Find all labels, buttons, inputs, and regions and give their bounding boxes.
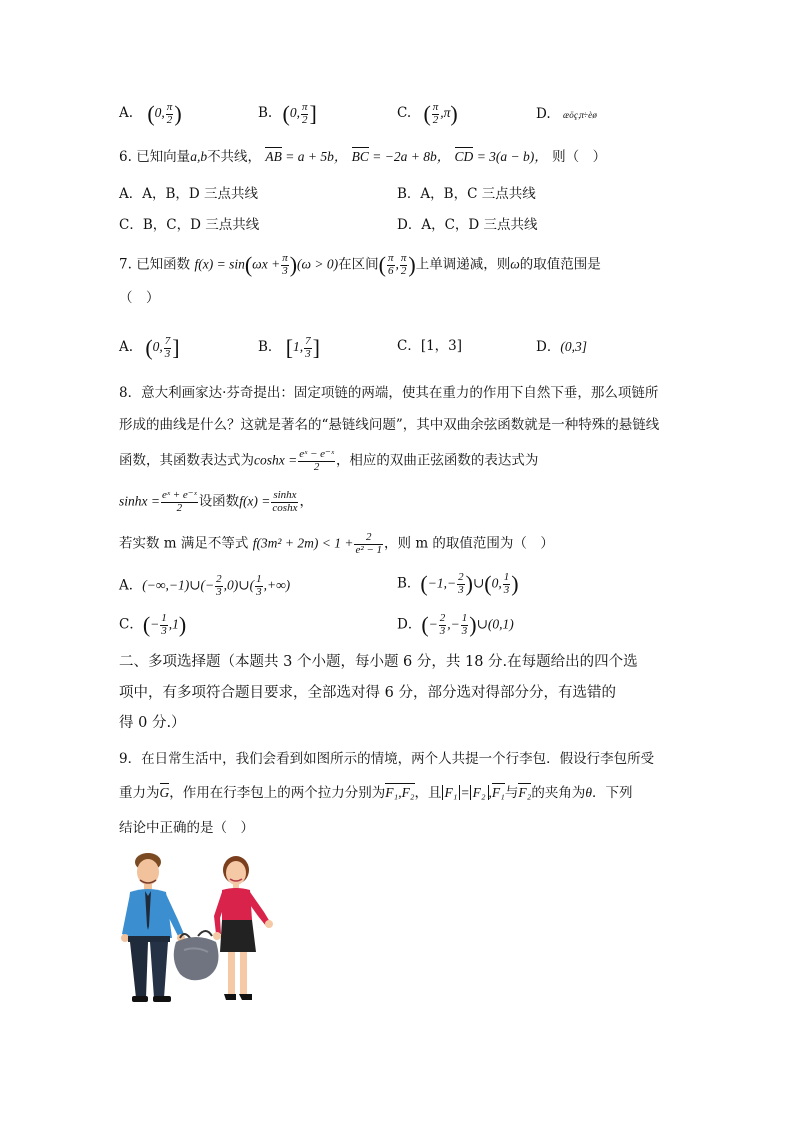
q5-option-a-value: (0, $\frac{\pi}{2}$ ) — [147, 101, 182, 127]
q5-options-row — [119, 102, 182, 126]
vector-ab: AB — [265, 149, 282, 164]
q8-line-4: sinhx = $\frac{\text{eˣ + e⁻ˣ}}{2}$ 设函数f(x) = $\frac{\sinh x}{\cosh x}$ ， — [119, 489, 313, 514]
abs-f2: F₂ — [470, 785, 489, 800]
q8-option-d: D．(− $\frac{2}{3}$ ,− $\frac{1}{3}$ )∪(0,1) — [397, 612, 514, 638]
q5-option-a-label: A. — [119, 105, 134, 122]
q6-stem: 6. 已知向量a,b不共线， AB = a + 5b， BC = −2a + 8b， CD = 3(a − b)， 则（ ） — [119, 149, 607, 165]
vector-bc: BC — [351, 149, 369, 164]
q5-option-c: C. ( $\frac{\pi}{2}$ ,π) — [397, 101, 458, 127]
q8-option-c: C．(− $\frac{1}{3}$ ,1) — [119, 612, 187, 638]
two-people-carrying-bag-illustration — [118, 850, 276, 1006]
vector-g: G — [159, 785, 170, 800]
q5-option-d-garbled-value: æ ö ç ,π÷ è ø — [562, 110, 596, 120]
q9-line-1: 9．在日常生活中，我们会看到如图所示的情境，两个人共提一个行李包．假设行李包所受 — [119, 751, 655, 767]
section2-line-2: 项中，有多项符合题目要求，全部选对得 6 分，部分选对得部分分，有选错的 — [119, 685, 616, 701]
q8-line-5: 若实数 m 满足不等式 f(3m² + 2m) < 1 + $\frac{2}{\text{e² − 1}}$ ，则 m 的取值范围为（ ） — [119, 531, 554, 556]
q6-option-a: A．A，B，D 三点共线 — [119, 186, 259, 202]
vectors-f1-f2: F₁,F₂ — [385, 785, 415, 800]
q7-option-d: D．(0,3] — [536, 339, 587, 355]
q8-line-3: 函数，其函数表达式为coshx = $\frac{\text{eˣ − e⁻ˣ}}{2}$ ，相应的双曲正弦函数的表达式为 — [119, 448, 539, 473]
woman-figure — [213, 856, 273, 1000]
q6-option-c: C．B，C，D 三点共线 — [119, 217, 260, 233]
q8-line-2: 形成的曲线是什么？这就是著名的“悬链线问题”，其中双曲余弦函数就是一种特殊的悬链线 — [119, 417, 660, 433]
q9-line-3: 结论中正确的是（ ） — [119, 820, 254, 836]
q7-answer-paren: （ ） — [119, 290, 160, 306]
q8-line-1: 8．意大利画家达·芬奇提出：固定项链的两端，使其在重力的作用下自然下垂，那么项链所 — [119, 385, 659, 401]
q7-option-c: C．[1，3] — [397, 338, 463, 354]
q6-option-d: D．A，C，D 三点共线 — [397, 217, 538, 233]
section2-line-1: 二、多项选择题（本题共 3 个小题，每小题 6 分，共 18 分.在每题给出的四个选 — [119, 654, 638, 670]
man-figure — [121, 853, 185, 1002]
abs-f1: F₁ — [442, 785, 461, 800]
q8-option-a: A．(−∞,−1)∪(− $\frac{2}{3}$ ,0)∪( $\frac{1}{3}$ ,+∞) — [119, 573, 291, 598]
q9-line-2: 重力为G，作用在行李包上的两个拉力分别为F₁,F₂，且 F₁ = F₂ ,F₁与F₂的夹角为θ．下列 — [119, 785, 633, 801]
q7-option-a: A. (0, $\frac{7}{3}$ ] — [119, 335, 180, 361]
q5-option-b: B. (0, $\frac{\pi}{2}$ ] — [258, 101, 317, 127]
q7-option-b: B． [1, $\frac{7}{3}$ ] — [258, 335, 320, 361]
q6-option-b: B．A，B，C 三点共线 — [397, 186, 536, 202]
section2-line-3: 得 0 分.） — [119, 715, 186, 731]
q5-option-d: D. æ ö ç ,π÷ è ø — [536, 106, 596, 122]
vector-cd: CD — [454, 149, 474, 164]
q7-stem: 7. 已知函数 f(x) = sin(ωx + $\frac{\pi}{3}$ )(ω > 0)在区间( $\frac{\pi}{6}$ , $\frac{\pi}{2}$ )上单调递减，则ω的取值范围是 — [119, 252, 601, 278]
q8-option-b: B．(−1,− $\frac{2}{3}$ )∪(0, $\frac{1}{3}$ ) — [397, 571, 519, 597]
